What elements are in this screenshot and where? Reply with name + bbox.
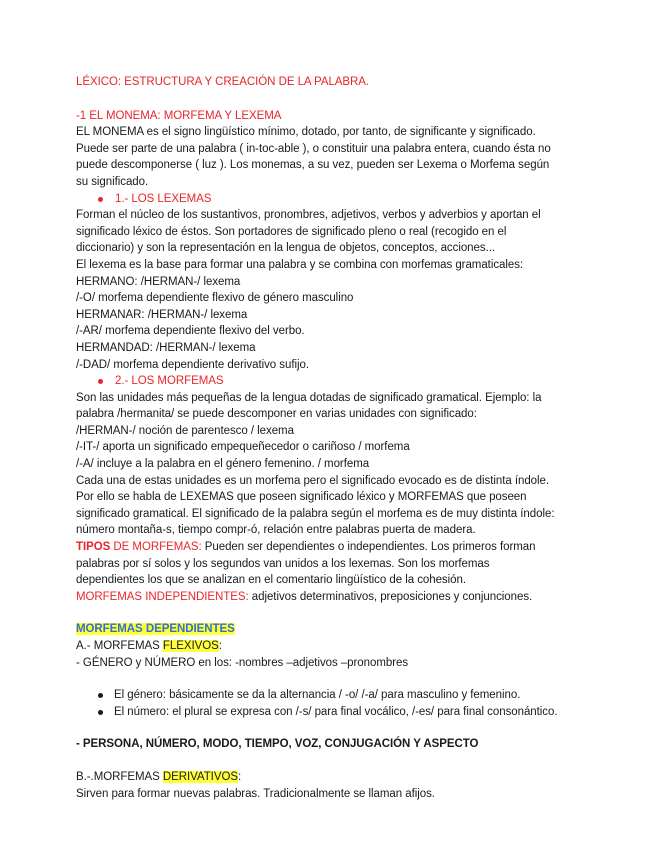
- document-body: [76, 74, 596, 802]
- paragraph-line: dependientes los que se analizan en el comentario lingüístico de la cohesión.: [76, 574, 466, 587]
- paragraph-line: significado léxico de éstos. Son portadores de significado pleno o real (recogido en el: [76, 225, 507, 238]
- paragraph-line: /-A/ incluye a la palabra en el género femenino. / morfema: [76, 458, 370, 471]
- paragraph-line: palabra /hermanita/ se puede descomponer en varias unidades con significado:: [76, 408, 477, 421]
- flexivos-highlight: FLEXIVOS: [162, 640, 219, 652]
- paragraph-line: Cada una de estas unidades es un morfema pero el significado evocado es de distinta índole.: [76, 474, 550, 487]
- lexemas-bullet-list: [76, 191, 596, 208]
- spacer: [76, 720, 596, 736]
- paragraph-line: /-O/ morfema dependiente flexivo de género masculino: [76, 292, 354, 305]
- persona-line: - PERSONA, NÚMERO, MODO, TIEMPO, VOZ, CONJUGACIÓN Y ASPECTO: [76, 738, 479, 751]
- spacer: [76, 671, 596, 687]
- paragraph-line: palabras por sí solos y los segundos van unidos a los lexemas. Son los morfemas: [76, 557, 490, 570]
- dependientes-heading-line: [76, 621, 596, 638]
- document-title: LÉXICO: ESTRUCTURA Y CREACIÓN DE LA PALABRA.: [76, 76, 370, 88]
- flexivos-suffix: :: [218, 640, 222, 652]
- tipos-label: TIPOS: [76, 541, 114, 554]
- paragraph-line: /-AR/ morfema dependiente flexivo del verbo.: [76, 325, 305, 338]
- paragraph-line: Puede ser parte de una palabra ( in-toc-able ), o constituir una palabra entera, cuando ésta no: [76, 142, 551, 155]
- paragraph-line: HERMANDAD: /HERMAN-/ lexema: [76, 341, 256, 354]
- morfemas-bullet-list: [76, 373, 596, 390]
- bullet-numero: El número: el plural se expresa con /-s/ para final vocálico, /-es/ para final consonántico.: [114, 704, 596, 721]
- derivativos-suffix: :: [237, 770, 242, 783]
- independientes-text: adjetivos determinativos, preposiciones y conjunciones.: [248, 590, 533, 603]
- dependientes-heading: MORFEMAS DEPENDIENTES: [76, 623, 235, 636]
- paragraph-line: Por ello se habla de LEXEMAS que poseen significado léxico y MORFEMAS que poseen: [76, 491, 527, 504]
- paragraph-line: /-DAD/ morfema dependiente derivativo sufijo.: [76, 358, 309, 371]
- paragraph-line: número montaña-s, tiempo compr-ó, relación entre palabras puerta de madera.: [76, 524, 476, 537]
- paragraph-line: su significado.: [76, 175, 149, 188]
- bullet-genero: El género: básicamente se da la alternancia / -o/ /-a/ para masculino y femenino.: [114, 687, 596, 704]
- bullet-lexemas: 1.- LOS LEXEMAS: [106, 191, 596, 208]
- tipos-text: Pueden ser dependientes o independientes. Los primeros forman: [201, 541, 536, 554]
- spacer: [76, 605, 596, 621]
- paragraph-line: diccionario) y son la representación en la lengua de objetos, conceptos, acciones...: [76, 242, 496, 255]
- paragraph-line: Sirven para formar nuevas palabras. Tradicionalmente se llaman afijos.: [76, 787, 435, 800]
- paragraph-line: Forman el núcleo de los sustantivos, pronombres, adjetivos, verbos y adverbios y aportan el: [76, 209, 541, 222]
- paragraph-line: Son las unidades más pequeñas de la lengua dotadas de significado gramatical. Ejemplo: la: [76, 391, 542, 404]
- paragraph-line: puede descomponerse ( luz ). Los monemas, a su vez, pueden ser Lexema o Morfema según: [76, 159, 550, 172]
- paragraph-line: /HERMAN-/ noción de parentesco / lexema: [76, 424, 294, 437]
- independientes-label: MORFEMAS INDEPENDIENTES:: [76, 590, 249, 603]
- paragraph-line: - GÉNERO y NÚMERO en los: -nombres –adjetivos –pronombres: [76, 656, 409, 669]
- flexivos-heading-line: [76, 638, 596, 655]
- independientes-line: [76, 589, 596, 606]
- spacer: [76, 753, 596, 769]
- paragraph-line: EL MONEMA es el signo lingüístico mínimo, dotado, por tanto, de significante y significado.: [76, 126, 536, 139]
- bullet-morfemas: 2.- LOS MORFEMAS: [106, 373, 596, 390]
- derivativos-highlight: DERIVATIVOS: [162, 770, 238, 783]
- flexivos-bullet-list: [76, 687, 596, 720]
- paragraph-line: HERMANO: /HERMAN-/ lexema: [76, 275, 241, 288]
- derivativos-prefix: B.-.MORFEMAS: [76, 770, 163, 783]
- paragraph-line: HERMANAR: /HERMAN-/ lexema: [76, 308, 248, 321]
- tipos-line: [76, 539, 596, 556]
- paragraph-line: significado gramatical. El significado de la palabra según el morfema es de muy distinta índole:: [76, 507, 555, 520]
- section-heading-monema: -1 EL MONEMA: MORFEMA Y LEXEMA: [76, 109, 282, 122]
- flexivos-prefix: A.- MORFEMAS: [76, 640, 163, 652]
- tipos-label-rest: DE MORFEMAS:: [113, 541, 202, 554]
- paragraph-line: /-IT-/ aporta un significado empequeñecedor o cariñoso / morfema: [76, 441, 410, 454]
- paragraph-line: El lexema es la base para formar una palabra y se combina con morfemas gramaticales:: [76, 258, 524, 271]
- derivativos-heading-line: [76, 769, 596, 786]
